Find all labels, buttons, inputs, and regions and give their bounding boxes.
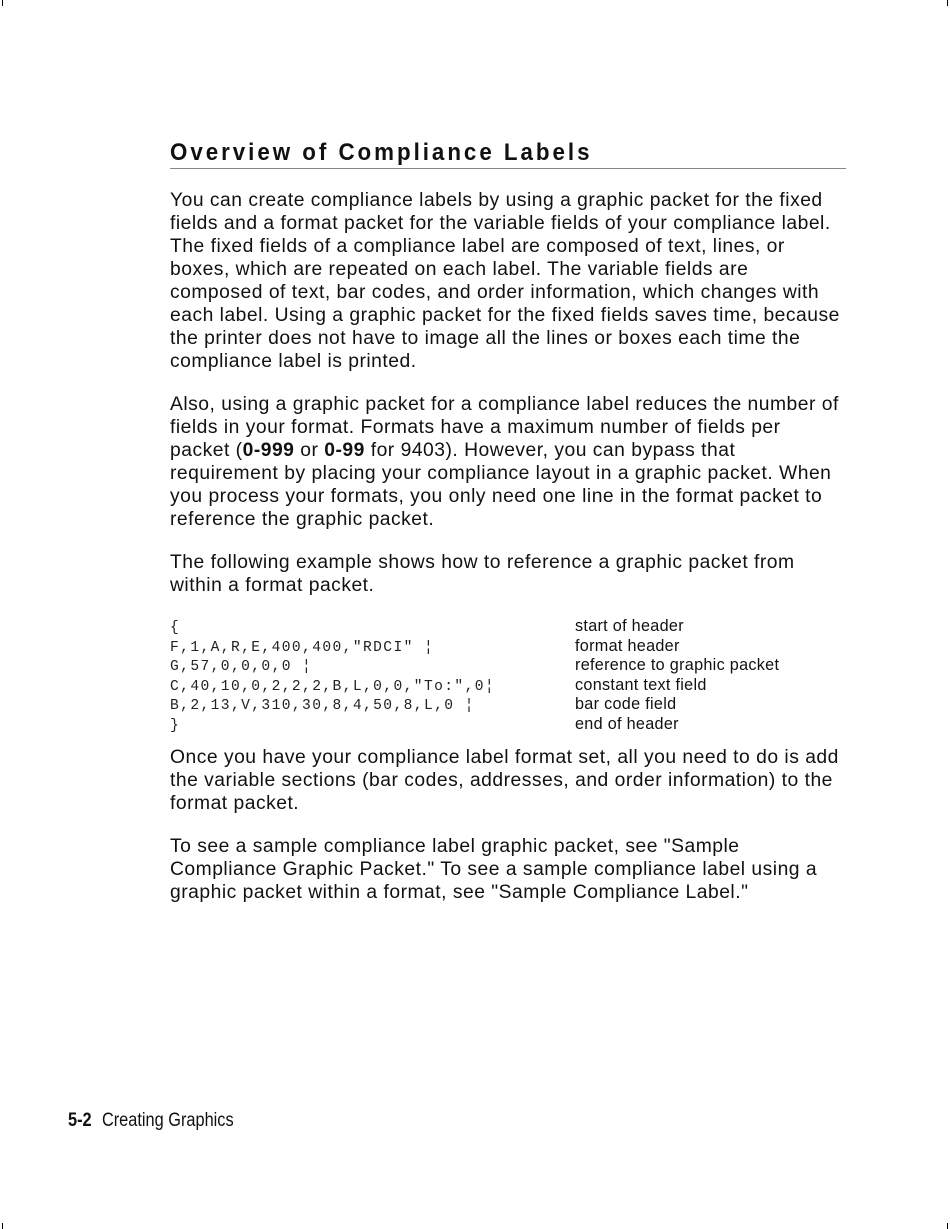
paragraph-example-intro: The following example shows how to reference a graphic packet from within a format packet. <box>170 552 795 596</box>
paragraph-variable-sections: Once you have your compliance label format set, all you need to do is add the variable sections (bar codes, addresses, and order information) to the format packet. <box>170 746 839 814</box>
code-comment: end of header <box>575 714 679 733</box>
field-range-9403-bold: 0-99 <box>324 440 365 461</box>
field-range-bold: 0-999 <box>242 440 295 461</box>
page-content <box>170 138 846 904</box>
paragraph-field-limits <box>170 393 846 531</box>
code-comment: constant text field <box>575 675 707 694</box>
code-line: } <box>170 717 181 734</box>
code-example <box>170 617 846 735</box>
crop-mark-bottom-left <box>2 1223 3 1229</box>
code-row <box>170 617 846 637</box>
code-row <box>170 637 846 657</box>
paragraph-intro: You can create compliance labels by using a graphic packet for the fixed fields and a format packet for the variable fields of your compliance label. The fixed fields of a compliance label are composed of text, lines, or boxes, which are repeated on each label. The variable fields are composed of text, bar codes, and order information, which changes with each label. Using a graphic packet for the fixed fields saves time, because the printer does not have to image all the lines or boxes each time the compliance label is printed. <box>170 190 840 372</box>
paragraph-text: Also, using a graphic packet for a compliance label reduces the number of fields in your format. Formats have a maximum number of fields per packet ( <box>170 394 839 461</box>
code-line: B,2,13,V,310,30,8,4,50,8,L,0 ¦ <box>170 698 475 715</box>
code-line: C,40,10,0,2,2,2,B,L,0,0,"To:",0¦ <box>170 678 496 695</box>
chapter-title: Creating Graphics <box>101 1110 234 1131</box>
page-footer <box>68 1110 234 1132</box>
code-row <box>170 676 846 696</box>
code-row <box>170 695 846 715</box>
crop-mark-top-right <box>947 0 948 6</box>
paragraph-text: or <box>294 440 325 461</box>
crop-mark-bottom-right <box>947 1223 948 1229</box>
page-number: 5-2 <box>68 1110 92 1131</box>
code-comment: reference to graphic packet <box>575 656 780 675</box>
code-comment: start of header <box>575 617 684 635</box>
paragraph-see-also: To see a sample compliance label graphic packet, see "Sample Compliance Graphic Packet." To see a sample compliance label using a graphic packet within a format, see "Sample Compliance Label." <box>170 835 818 903</box>
code-line: { <box>170 620 181 636</box>
code-row <box>170 715 846 735</box>
crop-mark-top-left <box>2 0 3 6</box>
code-line: G,57,0,0,0,0 ¦ <box>170 659 313 676</box>
code-row <box>170 656 846 676</box>
code-line: F,1,A,R,E,400,400,"RDCI" ¦ <box>170 639 435 656</box>
code-comment: bar code field <box>575 695 677 714</box>
code-comment: format header <box>575 636 680 655</box>
paragraph-text: for 9403). However, you can bypass that requirement by placing your compliance layout in a graphic packet. When you process your formats, you only need one line in the format packet to reference the graphic packet. <box>170 440 832 530</box>
section-title: Overview of Compliance Labels <box>170 138 846 169</box>
